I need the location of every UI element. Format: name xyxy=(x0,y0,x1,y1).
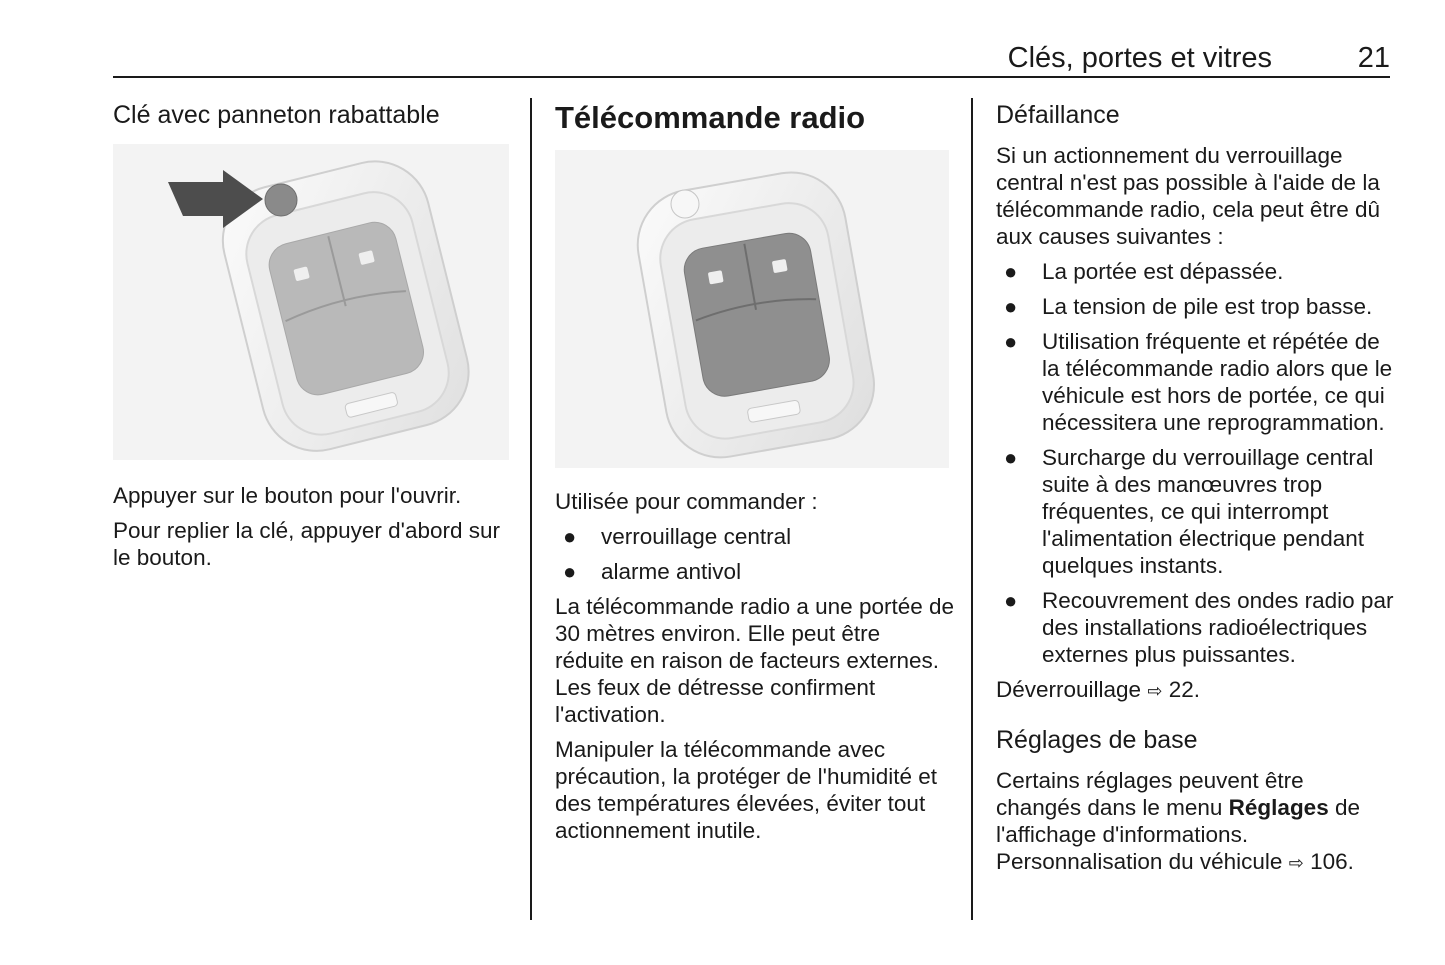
list-item: ● Recouvrement des ondes radio par des installations radioélectriques externes plus puissantes. xyxy=(1004,588,1394,667)
xref-arrow-icon: ⇨ xyxy=(1147,681,1163,701)
section-heading-failure: Défaillance xyxy=(996,101,1120,129)
chapter-title: Clés, portes et vitres xyxy=(1007,42,1272,74)
list-item: ● alarme antivol xyxy=(563,559,742,584)
list-item: ● La portée est dépassée. xyxy=(1004,259,1284,284)
failure-causes-list xyxy=(996,258,1394,668)
list-item: ● Utilisation fréquente et répétée de la télécommande radio alors que le véhicule est hors de portée, ce qui nécessitera une reprogrammation. xyxy=(1004,329,1393,435)
remote-illustration-icon xyxy=(555,150,949,468)
paragraph: Pour replier la clé, appuyer d'abord sur le bouton. xyxy=(113,518,501,570)
paragraph: Manipuler la télécommande avec précaution, la protéger de l'humidité et des températures élevées, éviter tout actionnement inutile. xyxy=(555,737,938,843)
section-heading-folding-key: Clé avec panneton rabattable xyxy=(113,101,440,129)
paragraph: Certains réglages peuvent être changés dans le menu Réglages de l'affichage d'informations. Personnalisation du véhicule ⇨ 106. xyxy=(996,768,1361,874)
page-number: 21 xyxy=(1357,42,1390,74)
usage-list xyxy=(555,523,955,585)
column-key xyxy=(113,98,511,571)
list-item: ● Surcharge du verrouillage central suite à des manœuvres trop fréquentes, ce qui interrompt l'alimentation électrique pendant quelques instants. xyxy=(1004,445,1374,578)
paragraph: Utilisée pour commander : xyxy=(555,489,818,514)
column-remote xyxy=(555,98,955,844)
key-illustration-icon xyxy=(113,144,509,460)
section-heading-remote: Télécommande radio xyxy=(555,100,866,135)
xref-arrow-icon: ⇨ xyxy=(1288,853,1304,873)
cross-reference[interactable]: 106. xyxy=(1310,849,1354,874)
paragraph: La télécommande radio a une portée de 30 mètres environ. Elle peut être réduite en raison de facteurs externes. Les feux de détresse confirment l'activation. xyxy=(555,594,955,727)
list-item: ● La tension de pile est trop basse. xyxy=(1004,294,1373,319)
column-divider xyxy=(530,98,532,920)
cross-reference[interactable]: Déverrouillage ⇨ 22. xyxy=(996,677,1200,702)
paragraph: Appuyer sur le bouton pour l'ouvrir. xyxy=(113,483,462,508)
paragraph: Si un actionnement du verrouillage central n'est pas possible à l'aide de la télécommande radio, cela peut être dû aux causes suivantes : xyxy=(996,143,1380,249)
page-header xyxy=(113,40,1390,78)
column-divider xyxy=(971,98,973,920)
menu-name: Réglages xyxy=(1228,795,1329,820)
list-item: ● verrouillage central xyxy=(563,524,792,549)
remote-control-illustration xyxy=(555,150,949,468)
column-failure xyxy=(996,98,1394,877)
section-heading-basic-settings: Réglages de base xyxy=(996,726,1198,754)
key-fold-button-illustration xyxy=(113,144,509,460)
